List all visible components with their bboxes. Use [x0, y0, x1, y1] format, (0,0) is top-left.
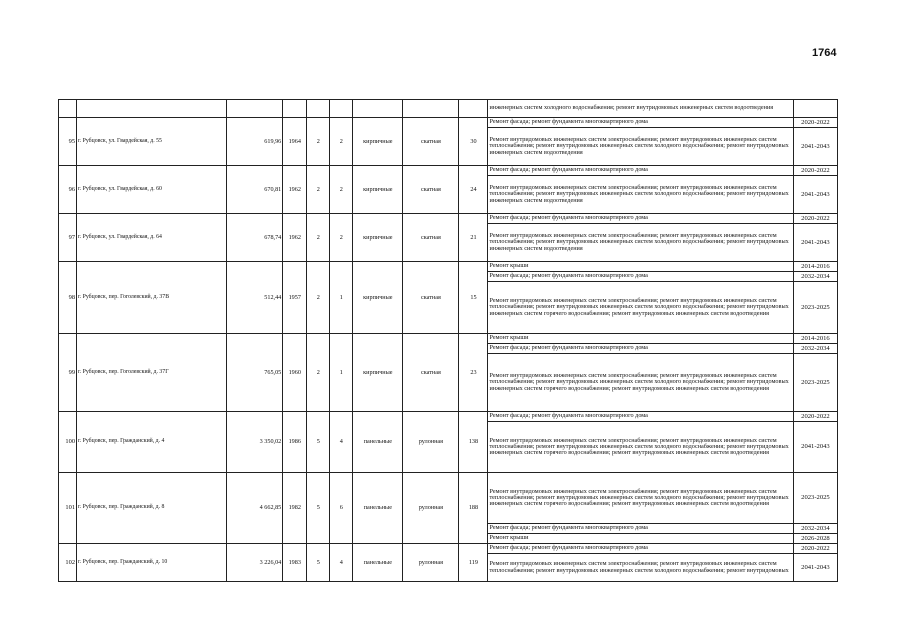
- entrances-cell: 1: [330, 334, 353, 412]
- work-period: 2020-2022: [793, 412, 837, 422]
- roof-cell: скатная: [403, 118, 459, 166]
- work-period: 2041-2043: [793, 554, 837, 582]
- work-period: 2041-2043: [793, 176, 837, 214]
- work-description: инженерных систем холодного водоснабжения; ремонт внутридомовых инженерных систем водоотведения: [488, 100, 793, 118]
- floors-cell: 5: [307, 544, 330, 582]
- residents-cell: 24: [459, 166, 488, 214]
- work-description: Ремонт внутридомовых инженерных систем электроснабжения; ремонт внутридомовых инженерных систем теплоснабжения; ремонт внутридомовых инженерных систем холодного водоснабжения; ремонт внутридомовых инженерных систем водоотведения: [488, 176, 793, 214]
- work-description: Ремонт фасада; ремонт фундамента многоквартирного дома: [488, 214, 793, 224]
- work-period: 2023-2025: [793, 354, 837, 412]
- table-row: [59, 118, 838, 128]
- continuation-row: [59, 100, 838, 118]
- address-cell: г. Рубцовск, ул. Гвардейская, д. 55: [77, 118, 227, 166]
- work-description: Ремонт фасада; ремонт фундамента многоквартирного дома: [488, 118, 793, 128]
- empty-cell: [330, 100, 353, 118]
- address-cell: г. Рубцовск, пер. Гоголевский, д. 37В: [77, 262, 227, 334]
- roof-cell: скатная: [403, 262, 459, 334]
- work-description: Ремонт внутридомовых инженерных систем электроснабжения; ремонт внутридомовых инженерных систем теплоснабжения; ремонт внутридомовых инженерных систем холодного водоснабжения; ремонт внутридомовых инженерных систем горячего водоснабжения; ремонт внутридомовых инженерных систем водоотведения: [488, 473, 793, 524]
- roof-cell: рулонная: [403, 412, 459, 473]
- residents-cell: 119: [459, 544, 488, 582]
- walls-cell: кирпичные: [353, 118, 403, 166]
- floors-cell: 2: [307, 118, 330, 166]
- year-cell: 1957: [283, 262, 307, 334]
- empty-cell: [403, 100, 459, 118]
- walls-cell: кирпичные: [353, 214, 403, 262]
- work-description: Ремонт крыши: [488, 534, 793, 544]
- year-cell: 1986: [283, 412, 307, 473]
- work-period: 2020-2022: [793, 166, 837, 176]
- work-description: Ремонт внутридомовых инженерных систем электроснабжения; ремонт внутридомовых инженерных систем теплоснабжения; ремонт внутридомовых инженерных систем холодного водоснабжения; ремонт внутридомовых инженерных систем горячего водоснабжения; ремонт внутридомовых инженерных систем водоотведения: [488, 282, 793, 334]
- entrances-cell: 2: [330, 214, 353, 262]
- entrances-cell: 1: [330, 262, 353, 334]
- roof-cell: скатная: [403, 166, 459, 214]
- housing-repair-table: [58, 99, 838, 582]
- work-description: Ремонт внутридомовых инженерных систем электроснабжения; ремонт внутридомовых инженерных систем теплоснабжения; ремонт внутридомовых инженерных систем холодного водоснабжения; ремонт внутридомовых инженерных систем горячего водоснабжения; ремонт внутридомовых инженерных систем водоотведения: [488, 354, 793, 412]
- empty-cell: [283, 100, 307, 118]
- area-cell: 3 350,02: [227, 412, 283, 473]
- row-number: 98: [59, 262, 77, 334]
- row-number: 97: [59, 214, 77, 262]
- residents-cell: 188: [459, 473, 488, 544]
- work-period: 2041-2043: [793, 128, 837, 166]
- work-period: 2041-2043: [793, 224, 837, 262]
- work-period: 2032-2034: [793, 524, 837, 534]
- floors-cell: 2: [307, 262, 330, 334]
- work-description: Ремонт внутридомовых инженерных систем электроснабжения; ремонт внутридомовых инженерных систем теплоснабжения; ремонт внутридомовых инженерных систем холодного водоснабжения; ремонт внутридомовых инженерных систем водоотведения: [488, 128, 793, 166]
- entrances-cell: 6: [330, 473, 353, 544]
- area-cell: 678,74: [227, 214, 283, 262]
- row-number: 95: [59, 118, 77, 166]
- work-description: Ремонт фасада; ремонт фундамента многоквартирного дома: [488, 412, 793, 422]
- walls-cell: панельные: [353, 473, 403, 544]
- work-description: Ремонт внутридомовых инженерных систем электроснабжения; ремонт внутридомовых инженерных систем теплоснабжения; ремонт внутридомовых инженерных систем холодного водоснабжения; ремонт внутридомовых: [488, 554, 793, 582]
- work-period: 2032-2034: [793, 344, 837, 354]
- residents-cell: 21: [459, 214, 488, 262]
- entrances-cell: 4: [330, 544, 353, 582]
- work-description: Ремонт фасада; ремонт фундамента многоквартирного дома: [488, 524, 793, 534]
- work-description: Ремонт крыши: [488, 334, 793, 344]
- work-description: Ремонт фасада; ремонт фундамента многоквартирного дома: [488, 344, 793, 354]
- work-period: 2014-2016: [793, 262, 837, 272]
- floors-cell: 5: [307, 412, 330, 473]
- entrances-cell: 2: [330, 118, 353, 166]
- work-description: Ремонт фасада; ремонт фундамента многоквартирного дома: [488, 544, 793, 554]
- table-row: [59, 473, 838, 524]
- roof-cell: скатная: [403, 214, 459, 262]
- row-number: 96: [59, 166, 77, 214]
- year-cell: 1982: [283, 473, 307, 544]
- entrances-cell: 4: [330, 412, 353, 473]
- page-number: 1764: [812, 47, 837, 59]
- empty-cell: [77, 100, 227, 118]
- walls-cell: панельные: [353, 544, 403, 582]
- work-period: 2041-2043: [793, 422, 837, 473]
- table-row: [59, 214, 838, 224]
- table-row: [59, 166, 838, 176]
- table-row: [59, 412, 838, 422]
- roof-cell: рулонная: [403, 544, 459, 582]
- work-period: 2023-2025: [793, 282, 837, 334]
- work-description: Ремонт фасада; ремонт фундамента многоквартирного дома: [488, 272, 793, 282]
- work-period: 2026-2028: [793, 534, 837, 544]
- area-cell: 4 662,85: [227, 473, 283, 544]
- table-row: [59, 334, 838, 344]
- roof-cell: рулонная: [403, 473, 459, 544]
- residents-cell: 30: [459, 118, 488, 166]
- floors-cell: 5: [307, 473, 330, 544]
- year-cell: 1960: [283, 334, 307, 412]
- area-cell: 512,44: [227, 262, 283, 334]
- table-row: [59, 544, 838, 554]
- floors-cell: 2: [307, 334, 330, 412]
- area-cell: 3 226,04: [227, 544, 283, 582]
- work-description: Ремонт фасада; ремонт фундамента многоквартирного дома: [488, 166, 793, 176]
- residents-cell: 23: [459, 334, 488, 412]
- work-description: Ремонт внутридомовых инженерных систем электроснабжения; ремонт внутридомовых инженерных систем теплоснабжения; ремонт внутридомовых инженерных систем холодного водоснабжения; ремонт внутридомовых инженерных систем горячего водоснабжения; ремонт внутридомовых инженерных систем водоотведения: [488, 422, 793, 473]
- entrances-cell: 2: [330, 166, 353, 214]
- walls-cell: кирпичные: [353, 334, 403, 412]
- area-cell: 619,96: [227, 118, 283, 166]
- work-period: 2020-2022: [793, 118, 837, 128]
- work-description: Ремонт внутридомовых инженерных систем электроснабжения; ремонт внутридомовых инженерных систем теплоснабжения; ремонт внутридомовых инженерных систем холодного водоснабжения; ремонт внутридомовых инженерных систем водоотведения: [488, 224, 793, 262]
- empty-cell: [307, 100, 330, 118]
- year-cell: 1964: [283, 118, 307, 166]
- table-body: [59, 100, 838, 582]
- table-row: [59, 262, 838, 272]
- walls-cell: кирпичные: [353, 166, 403, 214]
- row-number: 100: [59, 412, 77, 473]
- floors-cell: 2: [307, 214, 330, 262]
- floors-cell: 2: [307, 166, 330, 214]
- work-period: [793, 100, 837, 118]
- address-cell: г. Рубцовск, пер. Гоголевский, д. 37Г: [77, 334, 227, 412]
- empty-cell: [353, 100, 403, 118]
- work-description: Ремонт крыши: [488, 262, 793, 272]
- work-period: 2032-2034: [793, 272, 837, 282]
- walls-cell: кирпичные: [353, 262, 403, 334]
- residents-cell: 138: [459, 412, 488, 473]
- address-cell: г. Рубцовск, пер. Гражданский, д. 4: [77, 412, 227, 473]
- address-cell: г. Рубцовск, ул. Гвардейская, д. 64: [77, 214, 227, 262]
- address-cell: г. Рубцовск, пер. Гражданский, д. 10: [77, 544, 227, 582]
- row-number: 102: [59, 544, 77, 582]
- row-number: 101: [59, 473, 77, 544]
- area-cell: 765,05: [227, 334, 283, 412]
- walls-cell: панельные: [353, 412, 403, 473]
- roof-cell: скатная: [403, 334, 459, 412]
- work-period: 2020-2022: [793, 544, 837, 554]
- work-period: 2014-2016: [793, 334, 837, 344]
- work-period: 2023-2025: [793, 473, 837, 524]
- area-cell: 670,81: [227, 166, 283, 214]
- year-cell: 1962: [283, 166, 307, 214]
- residents-cell: 15: [459, 262, 488, 334]
- address-cell: г. Рубцовск, пер. Гражданский, д. 8: [77, 473, 227, 544]
- empty-cell: [459, 100, 488, 118]
- empty-cell: [227, 100, 283, 118]
- work-period: 2020-2022: [793, 214, 837, 224]
- year-cell: 1983: [283, 544, 307, 582]
- year-cell: 1962: [283, 214, 307, 262]
- empty-cell: [59, 100, 77, 118]
- row-number: 99: [59, 334, 77, 412]
- address-cell: г. Рубцовск, ул. Гвардейская, д. 60: [77, 166, 227, 214]
